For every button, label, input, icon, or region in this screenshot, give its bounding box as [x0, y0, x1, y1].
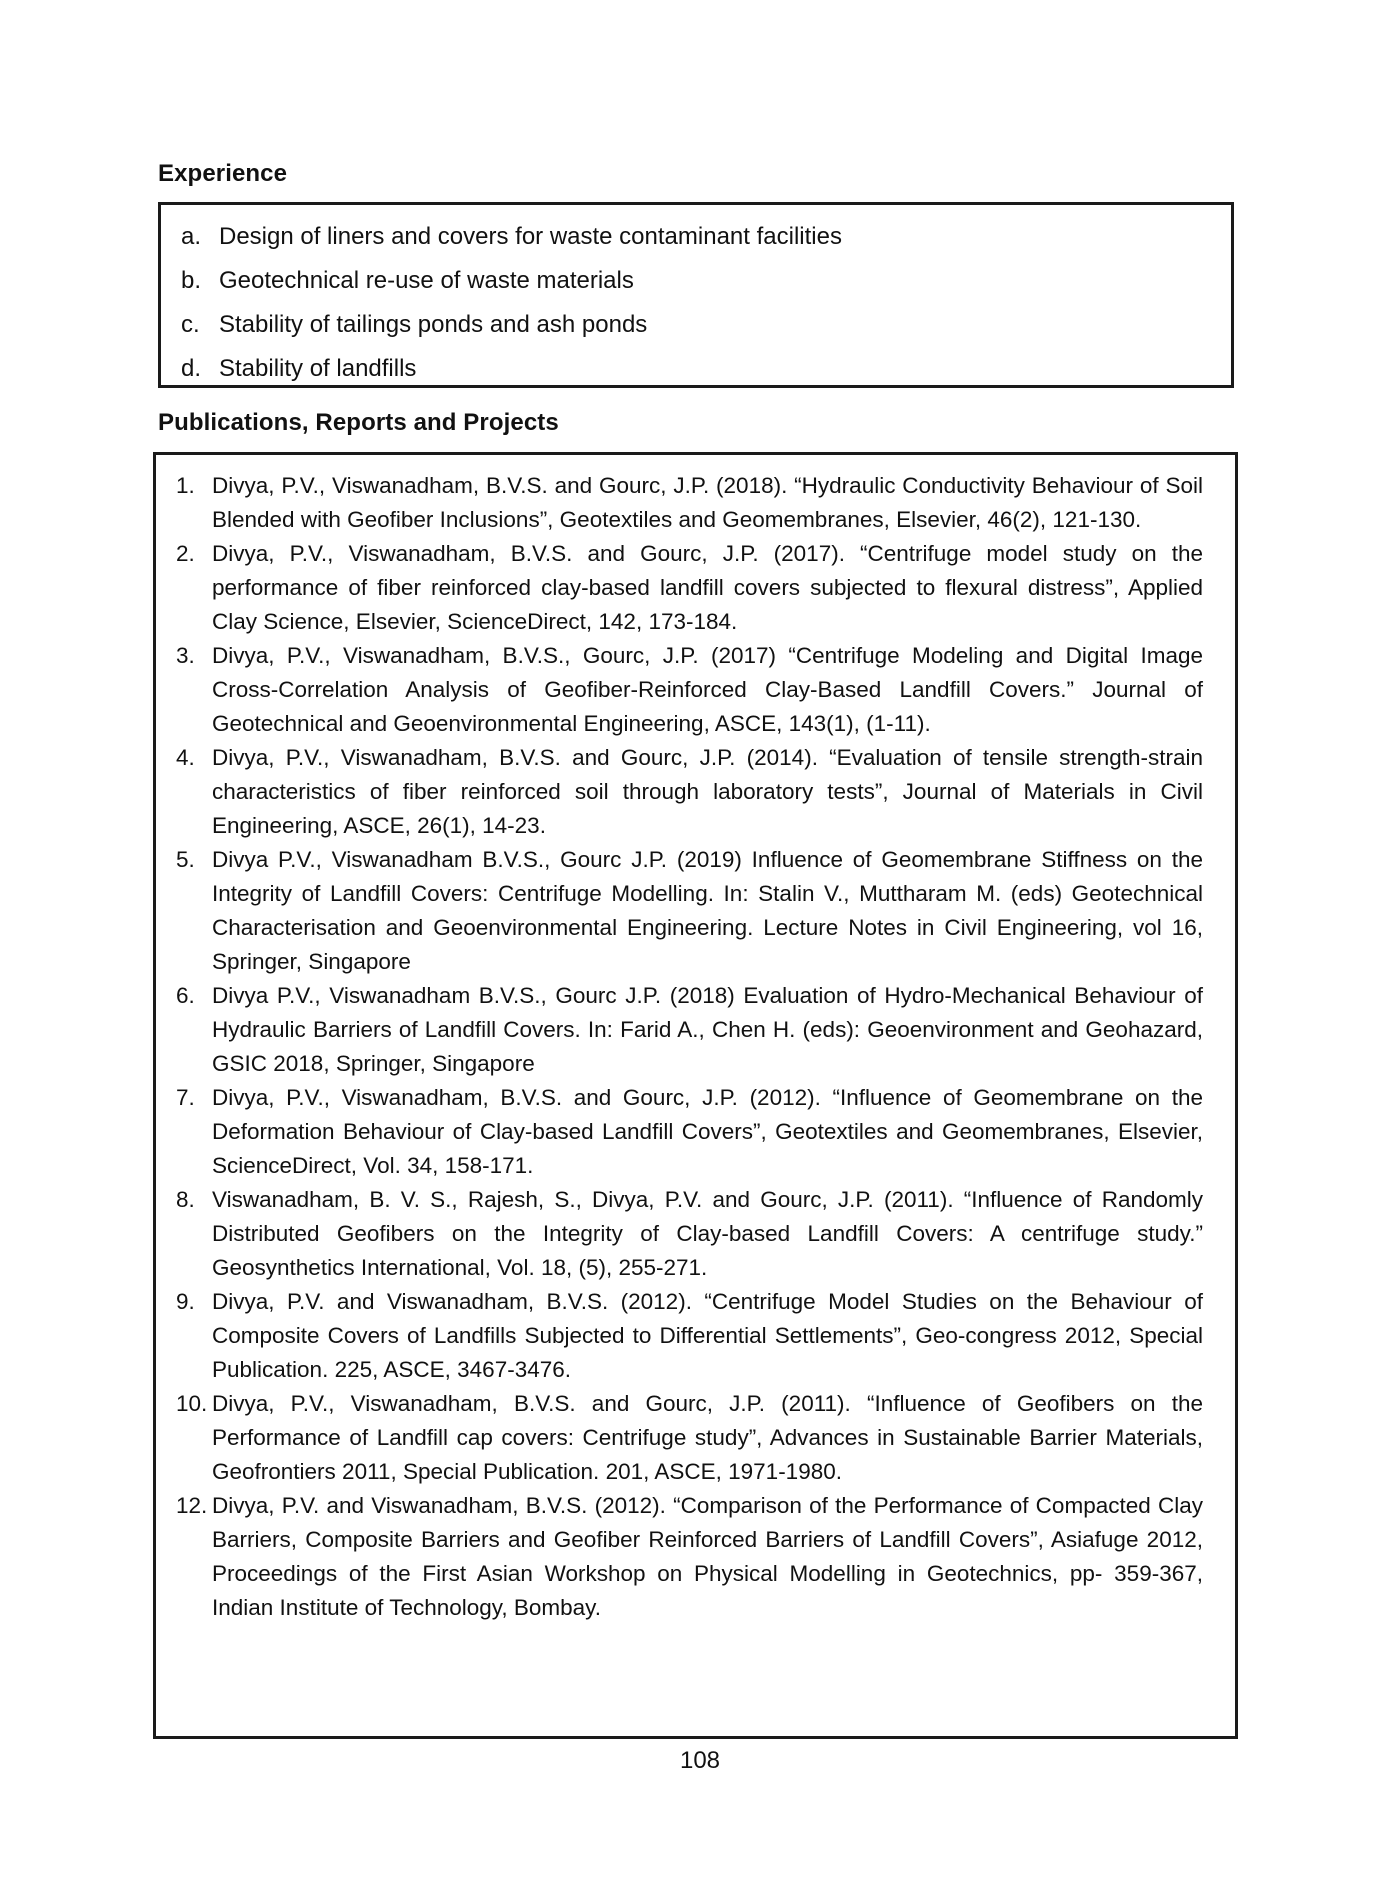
publication-text: Divya, P.V. and Viswanadham, B.V.S. (2012). “Comparison of the Performance of Compacted Clay Barriers, Composite Barriers and Geofiber Reinforced Barriers of Landfill Covers”, Asiafuge 2012, Proceedings of the First Asian Workshop on Physical Modelling in Geotechnics, pp- 359-367, Indian Institute of Technology, Bombay.: [212, 1493, 1203, 1620]
publication-item: [176, 639, 1203, 741]
experience-item-marker: c.: [181, 311, 200, 338]
publication-text: Divya, P.V., Viswanadham, B.V.S. and Gourc, J.P. (2018). “Hydraulic Conductivity Behaviour of Soil Blended with Geofiber Inclusions”, Geotextiles and Geomembranes, Elsevier, 46(2), 121-130.: [212, 473, 1203, 532]
experience-item: [181, 347, 1231, 391]
publication-number: 10.: [176, 1391, 208, 1416]
experience-item-marker: a.: [181, 223, 202, 250]
publication-text: Divya, P.V., Viswanadham, B.V.S. and Gourc, J.P. (2017). “Centrifuge model study on the performance of fiber reinforced clay-based landfill covers subjected to flexural distress”, Applied Clay Science, Elsevier, ScienceDirect, 142, 173-184.: [212, 541, 1203, 634]
publication-text: Divya, P.V., Viswanadham, B.V.S. and Gourc, J.P. (2014). “Evaluation of tensile strength-strain characteristics of fiber reinforced soil through laboratory tests”, Journal of Materials in Civil Engineering, ASCE, 26(1), 14-23.: [212, 745, 1203, 838]
publication-number: 7.: [176, 1085, 195, 1110]
publication-text: Divya, P.V., Viswanadham, B.V.S., Gourc, J.P. (2017) “Centrifuge Modeling and Digital Image Cross-Correlation Analysis of Geofiber-Reinforced Clay-Based Landfill Covers.” Journal of Geotechnical and Geoenvironmental Engineering, ASCE, 143(1), (1-11).: [212, 643, 1203, 736]
publication-item: [176, 741, 1203, 843]
experience-box: [158, 202, 1234, 388]
publication-item: [176, 1081, 1203, 1183]
publication-item: [176, 1489, 1203, 1625]
publication-text: Viswanadham, B. V. S., Rajesh, S., Divya, P.V. and Gourc, J.P. (2011). “Influence of Randomly Distributed Geofibers on the Integrity of Clay-based Landfill Covers: A centrifuge study.” Geosynthetics International, Vol. 18, (5), 255-271.: [212, 1187, 1203, 1280]
publication-item: [176, 537, 1203, 639]
publication-number: 3.: [176, 643, 195, 668]
experience-item-text: Stability of tailings ponds and ash ponds: [219, 311, 648, 338]
publication-text: Divya P.V., Viswanadham B.V.S., Gourc J.P. (2019) Influence of Geomembrane Stiffness on the Integrity of Landfill Covers: Centrifuge Modelling. In: Stalin V., Muttharam M. (eds) Geotechnical Characterisation and Geoenvironmental Engineering. Lecture Notes in Civil Engineering, vol 16, Springer, Singapore: [212, 847, 1203, 974]
publications-box: [153, 452, 1238, 1739]
publication-item: [176, 979, 1203, 1081]
publication-number: 6.: [176, 983, 195, 1008]
publications-heading: Publications, Reports and Projects: [158, 409, 559, 436]
publication-text: Divya, P.V. and Viswanadham, B.V.S. (2012). “Centrifuge Model Studies on the Behaviour of Composite Covers of Landfills Subjected to Differential Settlements”, Geo-congress 2012, Special Publication. 225, ASCE, 3467-3476.: [212, 1289, 1203, 1382]
publication-item: [176, 469, 1203, 537]
publication-text: Divya, P.V., Viswanadham, B.V.S. and Gourc, J.P. (2012). “Influence of Geomembrane on the Deformation Behaviour of Clay-based Landfill Covers”, Geotextiles and Geomembranes, Elsevier, ScienceDirect, Vol. 34, 158-171.: [212, 1085, 1203, 1178]
experience-item: [181, 215, 1231, 259]
experience-item: [181, 303, 1231, 347]
publications-list: [156, 455, 1203, 1625]
publication-number: 1.: [176, 473, 195, 498]
experience-heading: Experience: [158, 160, 288, 187]
publication-text: Divya P.V., Viswanadham B.V.S., Gourc J.P. (2018) Evaluation of Hydro-Mechanical Behaviour of Hydraulic Barriers of Landfill Covers. In: Farid A., Chen H. (eds): Geoenvironment and Geohazard, GSIC 2018, Springer, Singapore: [212, 983, 1203, 1076]
publication-number: 5.: [176, 847, 195, 872]
publication-number: 2.: [176, 541, 195, 566]
experience-list: [161, 205, 1231, 391]
experience-item-marker: b.: [181, 267, 202, 294]
publication-number: 12.: [176, 1493, 208, 1518]
experience-item-text: Geotechnical re-use of waste materials: [219, 267, 634, 294]
experience-item-text: Design of liners and covers for waste contaminant facilities: [219, 223, 842, 250]
experience-item-text: Stability of landfills: [219, 355, 417, 382]
publication-number: 8.: [176, 1187, 195, 1212]
page-number: 108: [679, 1747, 721, 1774]
publication-number: 4.: [176, 745, 195, 770]
publication-text: Divya, P.V., Viswanadham, B.V.S. and Gourc, J.P. (2011). “Influence of Geofibers on the Performance of Landfill cap covers: Centrifuge study”, Advances in Sustainable Barrier Materials, Geofrontiers 2011, Special Publication. 201, ASCE, 1971-1980.: [212, 1391, 1203, 1484]
experience-item: [181, 259, 1231, 303]
publication-item: [176, 1387, 1203, 1489]
experience-item-marker: d.: [181, 355, 202, 382]
publication-number: 9.: [176, 1289, 195, 1314]
publication-item: [176, 1285, 1203, 1387]
publication-item: [176, 1183, 1203, 1285]
publication-item: [176, 843, 1203, 979]
